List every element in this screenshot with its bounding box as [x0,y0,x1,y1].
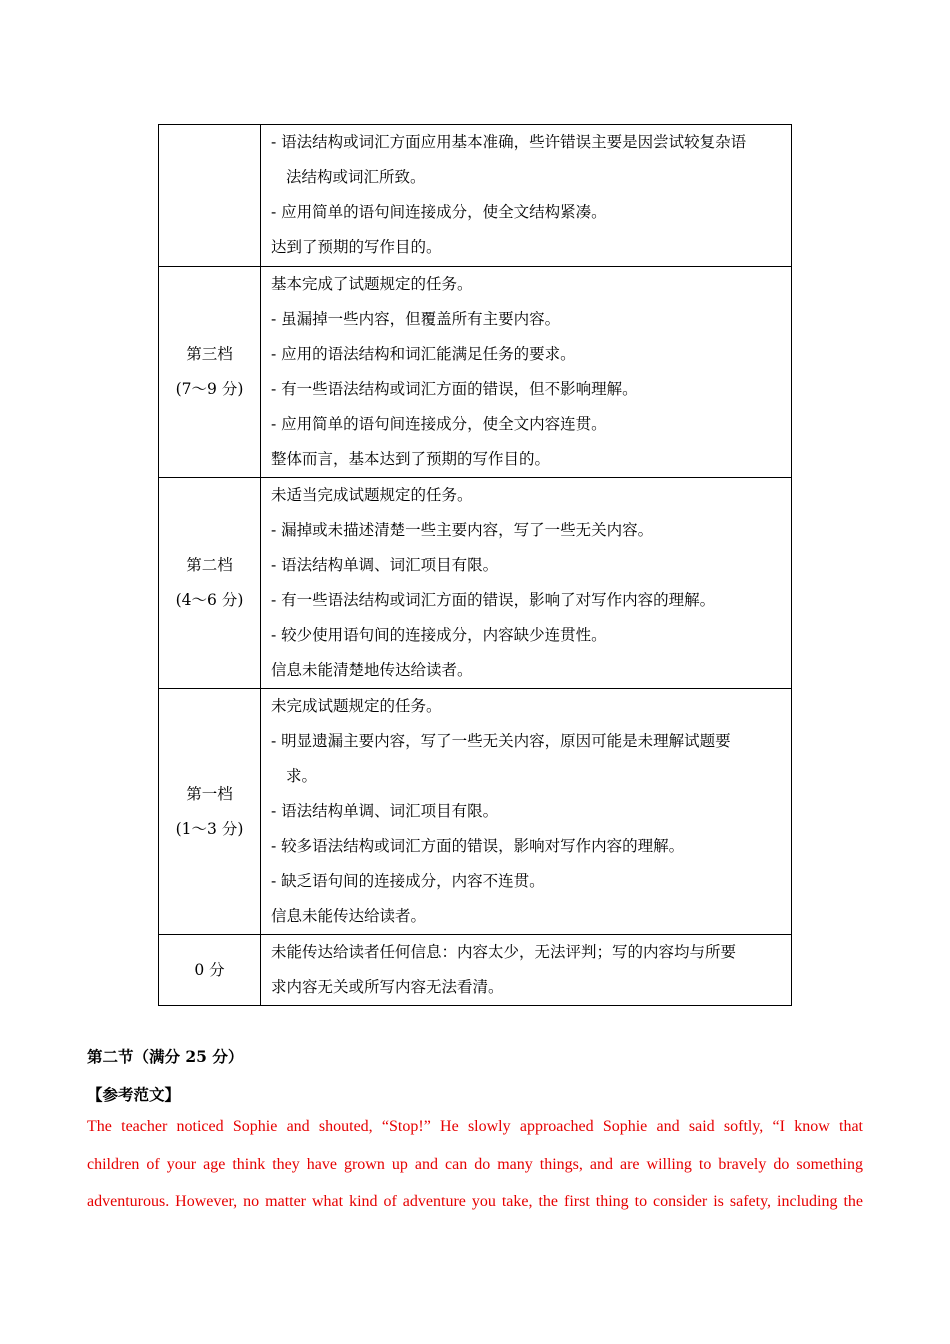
level-cell [159,267,261,478]
level-cell [159,478,261,689]
reference-essay [87,1108,863,1221]
rubric-line: 未适当完成试题规定的任务。 [271,486,473,504]
rubric-line: - 应用的语法结构和词汇能满足任务的要求。 [271,345,576,363]
rubric-line: 达到了预期的写作目的。 [271,238,442,256]
rubric-line: - 语法结构单调、词汇项目有限。 [271,802,499,820]
rubric-line: - 有一些语法结构或词汇方面的错误，但不影响理解。 [271,380,638,398]
rubric-line: - 缺乏语句间的连接成分，内容不连贯。 [271,872,545,890]
essay-line: adventurous. However, no matter what kind of adventure you take, the first thing to consider is safety, including the [87,1193,863,1210]
level-cell [159,689,261,935]
rubric-line: 信息未能清楚地传达给读者。 [271,661,473,679]
rubric-line: - 较多语法结构或词汇方面的错误，影响对写作内容的理解。 [271,837,685,855]
level-name: 第一档 [186,784,233,803]
rubric-row-level0 [159,935,792,1006]
level-description [261,689,792,935]
level-cell [159,935,261,1006]
rubric-line: - 语法结构或词汇方面应用基本准确，些许错误主要是因尝试较复杂语 [271,133,747,151]
rubric-line: 未能传达给读者任何信息：内容太少，无法评判；写的内容均与所要 [271,943,737,961]
level-range: (1～3 分) [175,819,244,838]
rubric-row-continued [159,125,792,267]
level-description [261,935,792,1006]
rubric-line: 信息未能传达给读者。 [271,907,427,925]
rubric-line: - 明显遗漏主要内容，写了一些无关内容，原因可能是未理解试题要 [271,732,731,750]
rubric-line: - 应用简单的语句间连接成分，使全文结构紧凑。 [271,203,607,221]
rubric-row-level3 [159,267,792,478]
rubric-line: - 应用简单的语句间连接成分，使全文内容连贯。 [271,415,607,433]
rubric-line: - 虽漏掉一些内容，但覆盖所有主要内容。 [271,310,561,328]
essay-line: The teacher noticed Sophie and shouted, “Stop!” He slowly approached Sophie and said softly, “I know that [87,1118,863,1135]
scoring-rubric-table [158,124,792,1006]
rubric-line: 求内容无关或所写内容无法看清。 [271,978,504,996]
level-range: (7～9 分) [175,380,244,398]
rubric-line: - 漏掉或未描述清楚一些主要内容，写了一些无关内容。 [271,521,654,539]
level-description [261,267,792,478]
rubric-line: 整体而言，基本达到了预期的写作目的。 [271,450,551,468]
rubric-line: - 有一些语法结构或词汇方面的错误，影响了对写作内容的理解。 [271,591,716,609]
rubric-line: - 语法结构单调、词汇项目有限。 [271,556,499,574]
essay-line: children of your age think they have grown up and can do many things, and are willing to bravely do something [87,1155,863,1173]
level-range: (4～6 分) [175,591,244,609]
section-title: 第二节（满分 25 分） [87,1047,244,1066]
rubric-line: 基本完成了试题规定的任务。 [271,275,473,293]
level-description [261,125,792,267]
rubric-line: 求。 [286,767,318,785]
rubric-line: 法结构或词汇所致。 [286,168,426,186]
rubric-row-level1 [159,689,792,935]
level-description [261,478,792,689]
rubric-row-level2 [159,478,792,689]
level-name: 0 分 [194,960,225,979]
level-name: 第二档 [186,556,233,574]
rubric-line: - 较少使用语句间的连接成分，内容缺少连贯性。 [271,626,607,644]
level-cell-empty [159,125,261,267]
level-name: 第三档 [186,345,233,363]
reference-essay-label: 【参考范文】 [87,1085,181,1104]
rubric-line: 未完成试题规定的任务。 [271,697,442,715]
